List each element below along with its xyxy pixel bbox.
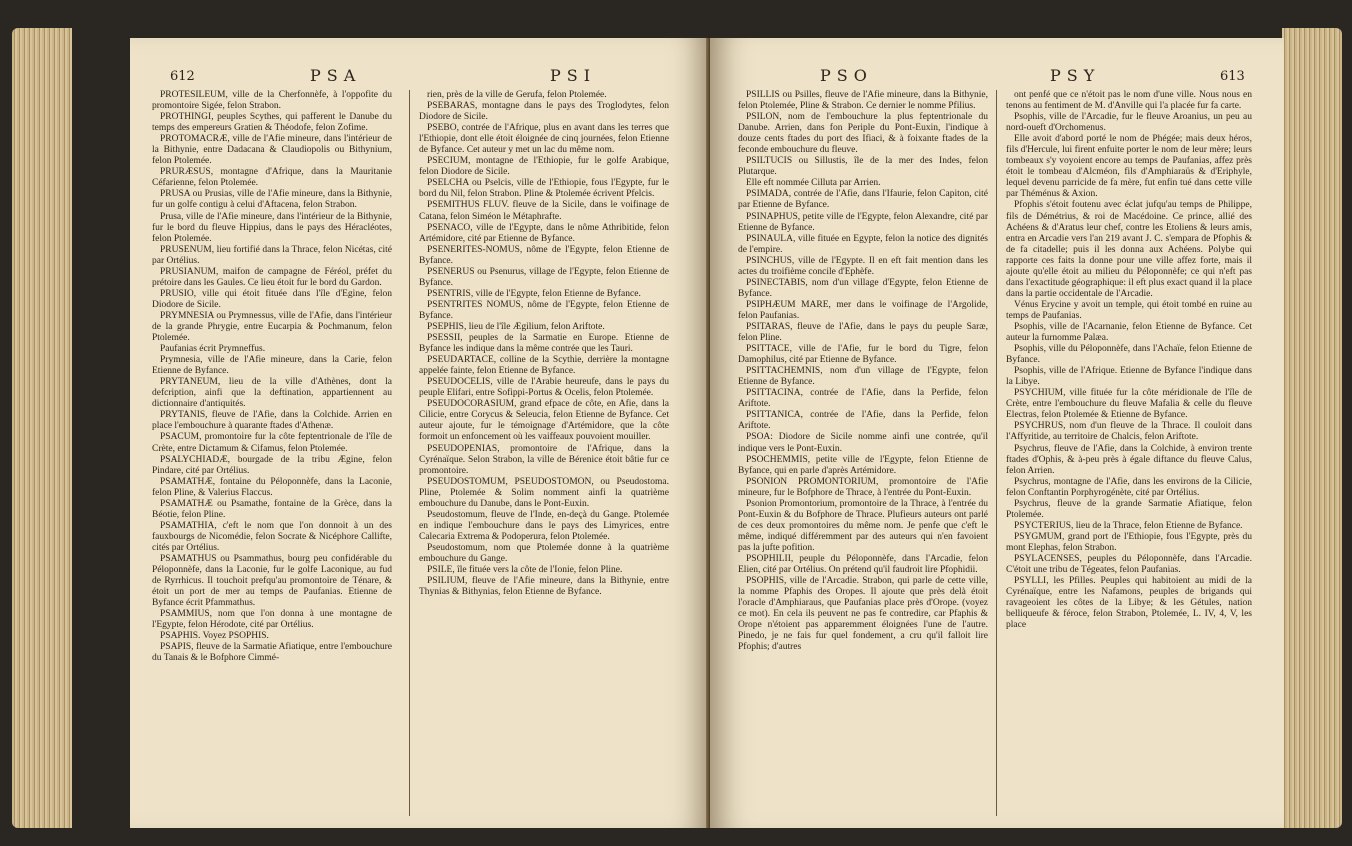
dictionary-entry: PRYTANEUM, lieu de la ville d'Athènes, dont la defcription, ainfi que la deftination, appartiennent au dictionnaire d'antiquités. — [152, 377, 392, 410]
dictionary-entry: PSOCHEMMIS, petite ville de l'Egypte, felon Etienne de Byfance, qui en parle d'après Artémidore. — [738, 454, 988, 476]
dictionary-entry: Psonion Promontorium, promontoire de la Thrace, à l'entrée du Pont-Euxin & du Bofphore de Thrace. Plufieurs auteurs ont parlé de ces deux promontoires du même nom. Je penfe que c'eft le même, indiqué différemment par des auteurs qui n'en favoient pas la jufte pofition. — [738, 498, 988, 553]
dictionary-entry: Pfophis s'étoit foutenu avec éclat jufqu'au temps de Philippe, fils de Démétrius, & roi de Macédoine. Ce prince, allié des Achéens & d'Aratus leur chef, contre les Etoliens & leurs amis, entra en Arcadie vers l'an 219 avant J. C. s'empara de Pfophis & de fa citadelle; puis il les donna aux Achéens. Polybe qui rapporte ces faits la donne pour une ville affez forte, mais il ajoute qu'elle étoit au milieu du Péloponnèfe; ce qui n'eft pas dans l'exactitude géographique: il eft plus exact quand il la place dans la partie occidentale de l'Arcadie. — [1006, 200, 1252, 299]
dictionary-entry: PSINAULA, ville fituée en Egypte, felon la notice des dignités de l'empire. — [738, 233, 988, 255]
dictionary-entry: PSALYCHIADÆ, bourgade de la tribu Ægine, felon Pindare, cité par Ortélius. — [152, 454, 392, 476]
dictionary-entry: PSINCHUS, ville de l'Egypte. Il en eft fait mention dans les actes du troifième concile d'Ephèfe. — [738, 255, 988, 277]
left-page-header — [130, 66, 710, 88]
dictionary-entry: PSITTACE, ville de l'Afie, fur le bord du Tigre, felon Damophilus, cité par Etienne de Byfance. — [738, 344, 988, 366]
dictionary-entry: PSOPHILII, peuple du Péloponnèfe, dans l'Arcadie, felon Elien, cité par Ortélius. On prétend qu'il faudroit lire Pfophidii. — [738, 553, 988, 576]
dictionary-entry: Pseudostomum, nom que Ptolemée donne à la quatrième embouchure du Gange. — [419, 542, 669, 564]
dictionary-entry: PSITTANICA, contrée de l'Afie, dans la Perfide, felon Ariftote. — [738, 410, 988, 432]
dictionary-entry: Elle avoit d'abord porté le nom de Phégée; mais deux héros, fils d'Hercule, lui firent enfuite porter le nom de leur mère; leurs tombeaux s'y voyoient encore au temps de Paufanias, affez près étoit le tombeau d'Alcméon, fils d'Amphiaraüs & d'Eriphyle, lequel devenu parricide de fa mère, fut enfin tué dans cette ville par Théménus & Axion. — [1006, 134, 1252, 200]
right-page-column-1 — [738, 90, 988, 820]
dictionary-entry: PRYMNESIA ou Prymnessus, ville de l'Afie, dans l'intérieur de la grande Phrygie, entre Eucarpia & Pochmanum, felon Ptolemée. — [152, 310, 392, 344]
page-edges-right — [1282, 28, 1342, 828]
dictionary-entry: PSYGMUM, grand port de l'Ethiopie, fous l'Egypte, près du mont Elephas, felon Strabon. — [1006, 531, 1252, 553]
dictionary-entry: PRUSIO, ville qui étoit fituée dans l'île d'Egine, felon Diodore de Sicile. — [152, 288, 392, 310]
dictionary-entry: Psophis, ville de l'Afrique. Etienne de Byfance l'indique dans la Libye. — [1006, 366, 1252, 388]
dictionary-entry: Elle eft nommée Cilluta par Arrien. — [746, 178, 881, 189]
dictionary-entry: PROTHINGI, peuples Scythes, qui pafferent le Danube du temps des empereurs Gratien & Théodofe, felon Zofime. — [152, 112, 392, 134]
dictionary-entry: PSAMATHIA, c'eft le nom que l'on donnoit à un des fauxbourgs de Nicomédie, felon Socrate & Nicéphore Callifte, cités par Ortélius. — [152, 520, 392, 553]
dictionary-entry: PSAPIS, fleuve de la Sarmatie Afiatique, entre l'embouchure du Tanais & le Bofphore Cimmé- — [152, 642, 392, 664]
dictionary-entry: PRUSA ou Prusias, ville de l'Afie mineure, dans la Bithynie, fur un golfe contigu à celui d'Aftacena, felon Strabon. — [152, 189, 392, 211]
dictionary-entry: PSAMMIUS, nom que l'on donna à une montagne de l'Egypte, felon Hérodote, cité par Ortélius. — [152, 609, 392, 631]
dictionary-entry: PSEBARAS, montagne dans le pays des Troglodytes, felon Diodore de Sicile. — [419, 101, 669, 123]
dictionary-entry: PSINAPHUS, petite ville de l'Egypte, felon Alexandre, cité par Etienne de Byfance. — [738, 211, 988, 233]
running-head-left: PSO — [820, 66, 873, 85]
dictionary-entry: PSEUDARTACE, colline de la Scythie, derrière la montagne appelée fainte, felon Etienne de Byfance. — [419, 355, 669, 377]
dictionary-entry: PSYCTERIUS, lieu de la Thrace, felon Etienne de Byfance. — [1014, 520, 1243, 531]
dictionary-entry: PSILE, île fituée vers la côte de l'Ionie, felon Pline. — [427, 565, 623, 576]
dictionary-entry: rien, près de la ville de Gerufa, felon Ptolemée. — [427, 90, 607, 100]
dictionary-entry: PSYLACENSES, peuples du Péloponnèfe, dans l'Arcadie. C'étoit une tribu de Tégeates, felon Paufanias. — [1006, 553, 1252, 576]
dictionary-entry: PSACUM, promontoire fur la côte feptentrionale de l'île de Crète, entre Dictamum & Cifamus, felon Ptolemée. — [152, 432, 392, 454]
dictionary-entry: PSEBO, contrée de l'Afrique, plus en avant dans les terres que l'Ethiopie, dont elle étoit éloignée de cinq journées, felon Etienne de Byfance. Cet auteur y met un lac du même nom. — [419, 123, 669, 156]
dictionary-entry: PSILON, nom de l'embouchure la plus feptentrionale du Danube. Arrien, dans fon Periple du Pont-Euxin, l'indique à douze cents ftades du port des Ifiaci, & à foixante ftades de la feconde embouchure du fleuve. — [738, 112, 988, 156]
dictionary-entry: PSEUDOCORASIUM, grand efpace de côte, en Afie, dans la Cilicie, entre Corycus & Seleucia, felon Etienne de Byfance. Cet auteur ajoute, fur le témoignage d'Artémidore, que la côte formoit un enfoncement où les vaiffeaux pouvoient mouiller. — [419, 399, 669, 443]
dictionary-entry: PSENERUS ou Psenurus, village de l'Egypte, felon Etienne de Byfance. — [419, 266, 669, 288]
dictionary-entry: PSEUDOSTOMUM, PSEUDOSTOMON, ou Pseudostoma. Pline, Ptolemée & Solim nomment ainfi la quatrième embouchure du Danube, dans le Pont-Euxin. — [419, 476, 669, 509]
dictionary-entry: PSITARAS, fleuve de l'Afie, dans le pays du peuple Saræ, felon Pline. — [738, 321, 988, 344]
right-page-header — [710, 66, 1284, 88]
dictionary-entry: PSIPHÆUM MARE, mer dans le voifinage de l'Argolide, felon Paufanias. — [738, 299, 988, 321]
dictionary-entry: PSAMATHUS ou Psammathus, bourg peu confidérable du Péloponnèfe, dans la Laconie, fur le golfe Laconique, au fud de Ryrrhicus. Il touchoit prefqu'au promontoire de Ténare, & étoit un port de mer au temps de Paufanias. Etienne de Byfance écrit Pfammathus. — [152, 553, 392, 609]
dictionary-entry: PSENACO, ville de l'Egypte, dans le nôme Athribitide, felon Artémidore, cité par Etienne de Byfance. — [419, 222, 669, 244]
dictionary-entry: PSAPHIS. Voyez PSOPHIS. — [160, 631, 269, 642]
dictionary-entry: PRYTANIS, fleuve de l'Afie, dans la Colchide. Arrien en place l'embouchure à quarante ftades d'Athenæ. — [152, 410, 392, 432]
running-head-right: PSI — [550, 66, 597, 85]
dictionary-entry: PSENERITES-NOMUS, nôme de l'Egypte, felon Etienne de Byfance. — [419, 244, 669, 266]
dictionary-entry: Pseudostomum, fleuve de l'Inde, en-deçà du Gange. Ptolemée en indique l'embouchure dans le pays des Limyrices, entre Calecaria Extrema & Podoperura, felon Ptolemée. — [419, 509, 669, 542]
dictionary-entry: Psophis, ville du Péloponnèfe, dans l'Achaïe, felon Etienne de Byfance. — [1006, 344, 1252, 366]
page-number: 613 — [1220, 69, 1245, 84]
dictionary-entry: PSIMADA, contrée de l'Afie, dans l'Ifaurie, felon Capiton, cité par Etienne de Byfance. — [738, 189, 988, 211]
dictionary-entry: PSONION PROMONTORIUM, promontoire de l'Afie mineure, fur le Bofphore de Thrace, à l'entrée du Pont-Euxin. — [738, 476, 988, 498]
dictionary-entry: PSEUDOPENIAS, promontoire de l'Afrique, dans la Cyrénaïque. Selon Strabon, la ville de Bérenice étoit bâtie fur ce promontoire. — [419, 443, 669, 476]
left-page-column-1 — [152, 90, 392, 820]
dictionary-entry: Prymnesia, ville de l'Afie mineure, dans la Carie, felon Etienne de Byfance. — [152, 355, 392, 377]
page-number: 612 — [170, 69, 195, 84]
dictionary-entry: PRUSIANUM, maifon de campagne de Féréol, préfet du prétoire dans les Gaules. Ce lieu étoit fur le bord du Gardon. — [152, 266, 392, 288]
dictionary-entry: Psychrus, montagne de l'Afie, dans les environs de la Cilicie, felon Conftantin Porphyrogénète, cité par Ortélius. — [1006, 476, 1252, 498]
column-rule — [409, 90, 410, 816]
dictionary-entry: PSAMATHÆ ou Psamathe, fontaine de la Grèce, dans la Béotie, felon Pline. — [152, 498, 392, 520]
dictionary-entry: Vénus Erycine y avoit un temple, qui étoit tombé en ruine au temps de Paufanias. — [1006, 299, 1252, 321]
dictionary-entry: Psychrus, fleuve de l'Afie, dans la Colchide, à environ trente ftades d'Ophis, & à-peu près à égale diftance du fleuve Calus, felon Arrien. — [1006, 443, 1252, 476]
dictionary-entry: PSELCHA ou Pselcis, ville de l'Ethiopie, fous l'Egypte, fur le bord du Nil, felon Strabon. Pline & Ptolemée écrivent Pfelcis. — [419, 178, 669, 200]
dictionary-entry: PROTESILEUM, ville de la Cherfonnèfe, à l'oppofite du promontoire Sigée, felon Strabon. — [152, 90, 392, 112]
dictionary-entry: PSYLLI, les Pfilles. Peuples qui habitoient au midi de la Cyrénaïque, entre les Nafamons, peuples de brigands qui ravageoient les côtes de la Libye; & les Gétules, nation belliqueufe & féroce, felon Strabon, Ptolemée, L. IV, 4, V, les place — [1006, 576, 1252, 631]
dictionary-entry: PSYCHRUS, nom d'un fleuve de la Thrace. Il couloit dans l'Affyritide, au territoire de Chalcis, felon Ariftote. — [1006, 421, 1252, 443]
dictionary-entry: PSAMATHÆ, fontaine du Péloponnèfe, dans la Laconie, felon Pline, & Valerius Flaccus. — [152, 476, 392, 498]
open-book — [12, 10, 1342, 840]
dictionary-entry: PSINECTABIS, nom d'un village d'Egypte, felon Etienne de Byfance. — [738, 277, 988, 299]
dictionary-entry: Prusa, ville de l'Afie mineure, dans l'intérieur de la Bithynie, fur le bord du fleuve Hippius, dans le pays des Héracléotes, felon Ptolemée. — [152, 211, 392, 244]
dictionary-entry: PSENTRIS, ville de l'Egypte, felon Etienne de Byfance. — [427, 288, 641, 299]
page-edges-left — [12, 28, 72, 828]
dictionary-entry: PSEMITHUS FLUV. fleuve de la Sicile, dans le voifinage de Catana, felon Siméon le Métaphrafte. — [419, 200, 669, 222]
dictionary-entry: PRURÆSUS, montagne d'Afrique, dans la Mauritanie Céfarienne, felon Ptolemée. — [152, 167, 392, 189]
dictionary-entry: PSOA: Diodore de Sicile nomme ainfi une contrée, qu'il indique vers le Pont-Euxin. — [738, 432, 988, 454]
column-rule — [996, 90, 997, 816]
dictionary-entry: Psychrus, fleuve de la grande Sarmatie Afiatique, felon Ptolemée. — [1006, 498, 1252, 520]
dictionary-entry: PSOPHIS, ville de l'Arcadie. Strabon, qui parle de cette ville, la nomme Pfaphis des Oropes. Il ajoute que près delà étoit l'oracle d'Amphiaraus, que Paufanias place près d'Orope. (voyez ce mot). En cela ils peuvent ne pas fe contredire, car Pfaphis & Orope n'étoient pas apparemment éloignées l'une de l'autre. Pinedo, je ne fais fur quel fondement, a cru qu'il falloit lire Pfophis; d'autres — [738, 576, 988, 653]
dictionary-entry: Psophis, ville de l'Arcadie, fur le fleuve Aroanius, un peu au nord-oueft d'Orchomenus. — [1006, 112, 1252, 134]
dictionary-entry: PSILLIS ou Psilles, fleuve de l'Afie mineure, dans la Bithynie, felon Ptolemée, Pline & Strabon. Ce dernier le nomme Pfilius. — [738, 90, 988, 112]
dictionary-entry: PSITTACINA, contrée de l'Afie, dans la Perfide, felon Ariftote. — [738, 388, 988, 410]
dictionary-entry: PSECIUM, montagne de l'Ethiopie, fur le golfe Arabique, felon Diodore de Sicile. — [419, 156, 669, 178]
dictionary-entry: PSYCHIUM, ville fituée fur la côte méridionale de l'île de Crète, entre l'embouchure du fleuve Mafalia & celle du fleuve Electras, felon Ptolemée & Etienne de Byfance. — [1006, 388, 1252, 421]
left-page — [130, 38, 710, 828]
dictionary-entry: PSEUDOCELIS, ville de l'Arabie heureufe, dans le pays du peuple Elifari, entre Sofippi-Portus & Ocelis, felon Ptolemée. — [419, 377, 669, 399]
dictionary-entry: PSENTRITES NOMUS, nôme de l'Egypte, felon Etienne de Byfance. — [419, 299, 669, 321]
dictionary-entry: PSITTACHEMNIS, nom d'un village de l'Egypte, felon Etienne de Byfance. — [738, 366, 988, 388]
left-page-column-2 — [419, 90, 669, 820]
dictionary-entry: PSILIUM, fleuve de l'Afie mineure, dans la Bithynie, entre Thynias & Bithynias, felon Etienne de Byfance. — [419, 576, 669, 598]
dictionary-entry: ont penfé que ce n'étoit pas le nom d'une ville. Nous nous en tenons au fentiment de M. d'Anville qui l'a placée fur fa carte. — [1006, 90, 1252, 112]
right-page-column-2 — [1006, 90, 1252, 820]
dictionary-entry: PSESSII, peuples de la Sarmatie en Europe. Etienne de Byfance les indique dans la même contrée que les Tauri. — [419, 333, 669, 355]
dictionary-entry: PRUSENUM, lieu fortifié dans la Thrace, felon Nicétas, cité par Ortélius. — [152, 244, 392, 266]
right-page — [710, 38, 1284, 828]
dictionary-entry: PSEPHIS, lieu de l'île Ægilium, felon Ariftote. — [427, 321, 605, 332]
dictionary-entry: Psophis, ville de l'Acarnanie, felon Etienne de Byfance. Cet auteur la furnomme Palæa. — [1006, 321, 1252, 344]
dictionary-entry: PROTOMACRÆ, ville de l'Afie mineure, dans l'intérieur de la Bithynie, entre Dadacana & Claudiopolis ou Bithynium, felon Ptolemée. — [152, 134, 392, 167]
running-head-left: PSA — [310, 66, 362, 85]
dictionary-entry: PSILTUCIS ou Sillustis, île de la mer des Indes, felon Plutarque. — [738, 156, 988, 178]
dictionary-entry: Paufanias écrit Prymneffus. — [160, 344, 266, 355]
running-head-right: PSY — [1050, 66, 1101, 85]
